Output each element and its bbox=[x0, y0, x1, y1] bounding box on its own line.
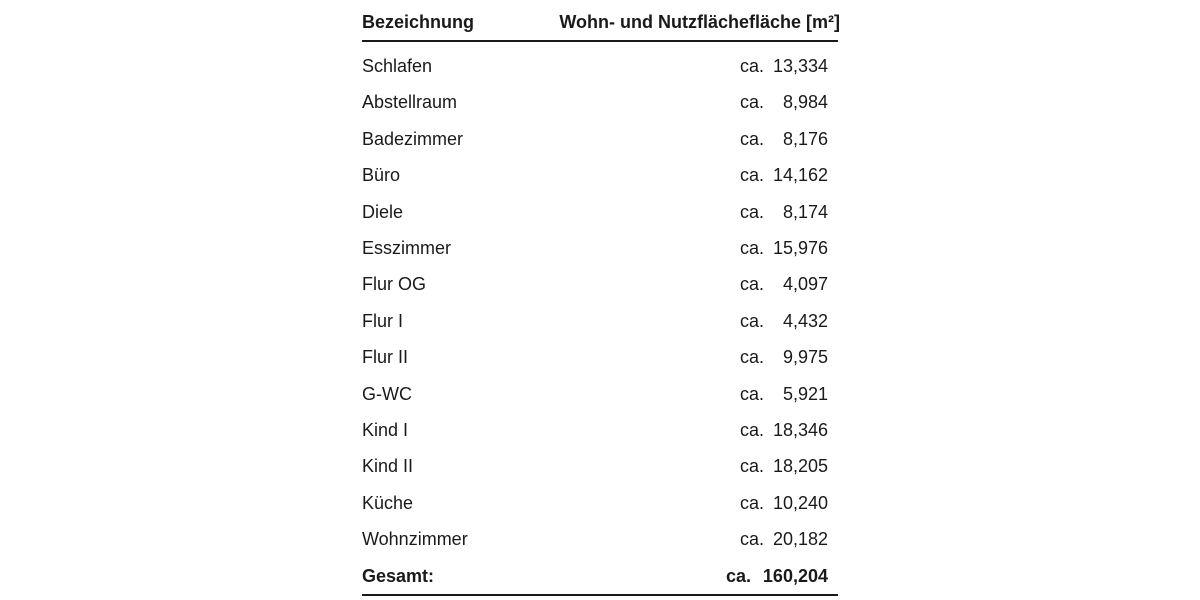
approx-prefix: ca. bbox=[740, 92, 765, 113]
room-name: Schlafen bbox=[362, 56, 433, 76]
total-label: Gesamt: bbox=[362, 566, 435, 586]
footer-divider bbox=[362, 594, 838, 596]
approx-prefix: ca. bbox=[740, 201, 765, 222]
column-header-area: Wohn- und Nutzflächefläche [m²] bbox=[559, 12, 840, 32]
table-row bbox=[362, 485, 838, 521]
room-area: 4,097 bbox=[782, 274, 828, 295]
table-row bbox=[362, 448, 838, 484]
room-area: 14,162 bbox=[772, 165, 828, 186]
room-area: 18,346 bbox=[772, 419, 828, 440]
room-area: 9,975 bbox=[782, 347, 828, 368]
room-name: Büro bbox=[362, 165, 401, 186]
approx-prefix: ca. bbox=[740, 310, 765, 331]
table-row bbox=[362, 230, 838, 266]
room-area: 15,976 bbox=[772, 237, 828, 258]
table-row bbox=[362, 84, 838, 120]
approx-prefix: ca. bbox=[740, 165, 765, 186]
approx-prefix: ca. bbox=[740, 419, 765, 440]
approx-prefix: ca. bbox=[740, 274, 765, 295]
room-name: Diele bbox=[362, 201, 404, 222]
table-row bbox=[362, 157, 838, 193]
table-row bbox=[362, 412, 838, 448]
area-table bbox=[362, 0, 838, 600]
approx-prefix: ca. bbox=[740, 456, 765, 477]
table-row bbox=[362, 121, 838, 157]
approx-prefix: ca. bbox=[740, 237, 765, 258]
room-area: 18,205 bbox=[772, 456, 828, 477]
room-area: 4,432 bbox=[782, 310, 828, 331]
table-body bbox=[362, 48, 838, 557]
header-divider bbox=[362, 40, 838, 42]
table-row bbox=[362, 339, 838, 375]
room-name: Abstellraum bbox=[362, 92, 458, 113]
room-name: Flur I bbox=[362, 310, 404, 331]
total-row bbox=[362, 558, 838, 592]
approx-prefix: ca. bbox=[740, 492, 765, 513]
approx-prefix: ca. bbox=[740, 529, 765, 550]
table-row bbox=[362, 194, 838, 230]
table-header bbox=[362, 0, 838, 44]
room-name: Küche bbox=[362, 492, 414, 513]
room-name: Badezimmer bbox=[362, 128, 464, 149]
room-name: Kind I bbox=[362, 419, 409, 440]
room-name: Flur II bbox=[362, 347, 409, 368]
table-row bbox=[362, 48, 838, 84]
approx-prefix: ca. bbox=[740, 56, 765, 76]
table-row bbox=[362, 521, 838, 557]
room-area: 10,240 bbox=[772, 492, 828, 513]
table-row bbox=[362, 376, 838, 412]
table-row bbox=[362, 303, 838, 339]
total-approx-prefix: ca. bbox=[726, 566, 752, 586]
room-name: Esszimmer bbox=[362, 237, 451, 258]
room-area: 8,984 bbox=[782, 92, 828, 113]
room-area: 8,176 bbox=[782, 128, 828, 149]
room-area: 20,182 bbox=[772, 529, 828, 550]
room-name: Kind II bbox=[362, 456, 414, 477]
room-name: G-WC bbox=[362, 383, 412, 404]
room-area: 5,921 bbox=[782, 383, 828, 404]
approx-prefix: ca. bbox=[740, 347, 765, 368]
table-row bbox=[362, 266, 838, 302]
room-name: Wohnzimmer bbox=[362, 529, 468, 550]
room-area: 13,334 bbox=[772, 56, 828, 76]
total-area: 160,204 bbox=[762, 566, 828, 586]
approx-prefix: ca. bbox=[740, 128, 765, 149]
room-name: Flur OG bbox=[362, 274, 427, 295]
column-header-name: Bezeichnung bbox=[362, 12, 475, 32]
room-area: 8,174 bbox=[782, 201, 828, 222]
approx-prefix: ca. bbox=[740, 383, 765, 404]
